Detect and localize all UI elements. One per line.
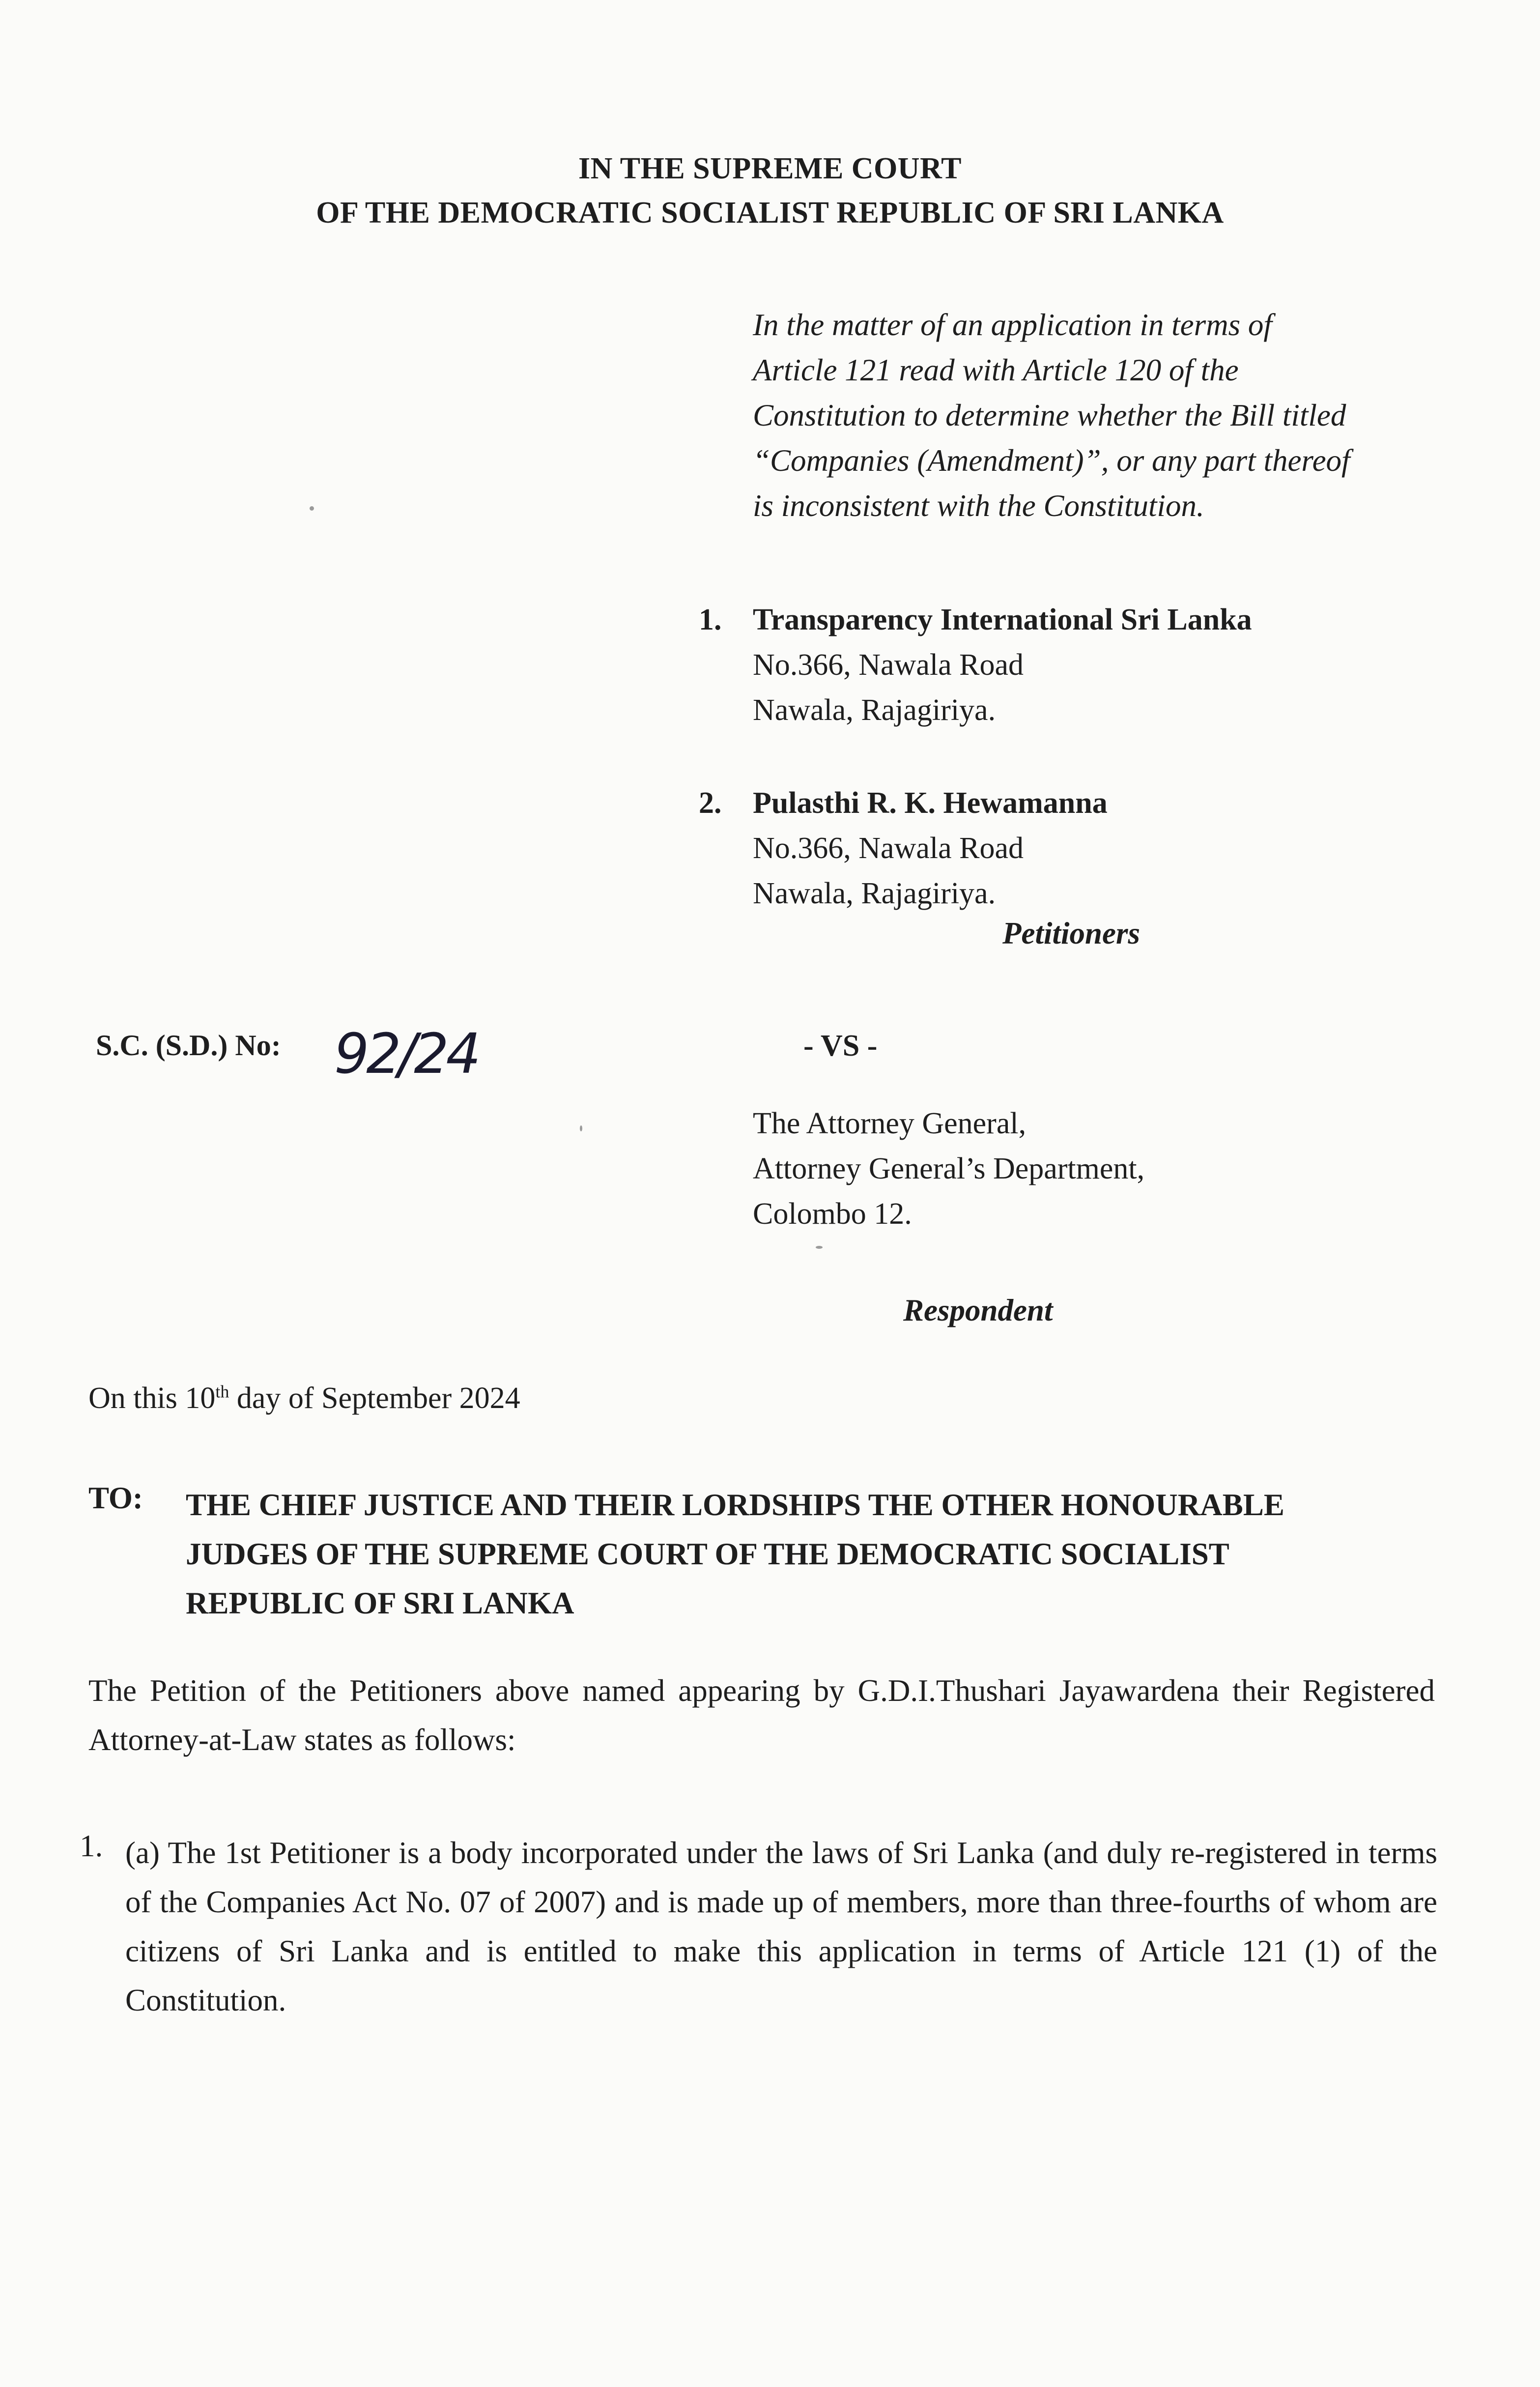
date-prefix: On this 10 — [88, 1381, 216, 1415]
paragraph-text: (a) The 1st Petitioner is a body incorporated under the laws of Sri Lanka (and duly re-registered in terms of the Companies Act No. 07 of 2007) and is made up of members, more than three-fourths of whom are citizens of Sri Lanka and is entitled to make this application in terms of Article 121 (1) of the Constitution. — [125, 1836, 1437, 2017]
matter-line: Article 121 read with Article 120 of the — [753, 353, 1239, 387]
court-heading-line2: OF THE DEMOCRATIC SOCIALIST REPUBLIC OF SRI LANKA — [316, 196, 1224, 230]
versus-label: - VS - — [803, 1029, 878, 1063]
paragraph-number: 1. — [80, 1829, 103, 1863]
respondent-role-label: Respondent — [903, 1293, 1053, 1327]
petitioner-address-line: Nawala, Rajagiriya. — [753, 877, 996, 910]
date-ordinal-suffix: th — [215, 1381, 229, 1402]
petitioner-address-line: No.366, Nawala Road — [753, 648, 1024, 682]
petitioner-2 — [699, 780, 1436, 916]
paper-speck — [580, 1125, 582, 1131]
petitioner-name: Transparency International Sri Lanka — [753, 603, 1252, 636]
addressee-text — [186, 1480, 1444, 1628]
addressee-line: JUDGES OF THE SUPREME COURT OF THE DEMOCRATIC SOCIALIST — [186, 1537, 1229, 1571]
paper-speck — [310, 506, 314, 511]
petitioner-number: 1. — [699, 603, 722, 636]
matter-description — [753, 302, 1451, 528]
petitioners-role-label: Petitioners — [1002, 916, 1140, 950]
petitioner-address-line: No.366, Nawala Road — [753, 832, 1024, 865]
petitioner-1 — [699, 597, 1436, 733]
matter-line: is inconsistent with the Constitution. — [753, 489, 1204, 523]
respondent-name: The Attorney General, — [753, 1107, 1027, 1140]
respondent-address-line: Colombo 12. — [753, 1197, 912, 1231]
addressee-line: REPUBLIC OF SRI LANKA — [186, 1586, 574, 1620]
petition-intro: The Petition of the Petitioners above named appearing by G.D.I.Thushari Jayawardena their Registered Attorney-at-Law states as follows: — [88, 1673, 1435, 1757]
paper-speck — [816, 1246, 823, 1249]
addressee-line: THE CHIEF JUSTICE AND THEIR LORDSHIPS THE OTHER HONOURABLE — [186, 1488, 1284, 1522]
matter-line: “Companies (Amendment)”, or any part thereof — [753, 443, 1350, 478]
respondent-block — [753, 1101, 1144, 1237]
petitioner-name: Pulasthi R. K. Hewamanna — [753, 786, 1108, 820]
case-number-label: S.C. (S.D.) No: — [96, 1029, 281, 1062]
matter-line: Constitution to determine whether the Bill titled — [753, 398, 1346, 432]
date-rest: day of September 2024 — [229, 1381, 520, 1415]
court-heading-line1: IN THE SUPREME COURT — [578, 152, 962, 185]
petitioner-address-line: Nawala, Rajagiriya. — [753, 693, 996, 727]
respondent-address-line: Attorney General’s Department, — [753, 1152, 1145, 1185]
petitioner-number: 2. — [699, 786, 722, 820]
case-number-handwritten: 92/24 — [334, 1022, 478, 1086]
petition-date — [88, 1381, 520, 1416]
addressee-label: TO: — [88, 1481, 143, 1515]
matter-line: In the matter of an application in terms of — [753, 308, 1272, 342]
